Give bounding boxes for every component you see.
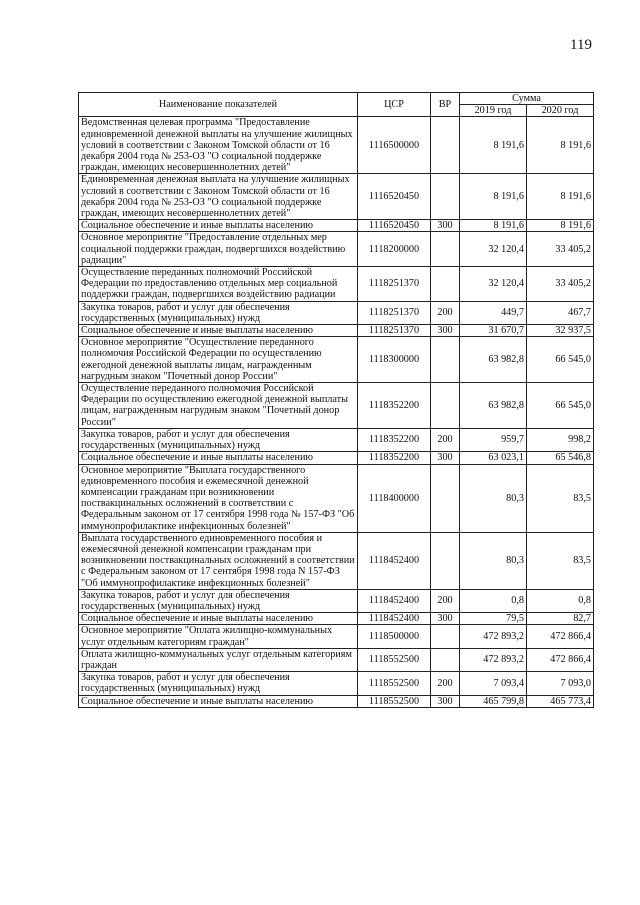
row-value-2019: 79,5 (460, 613, 527, 625)
row-vr: 200 (431, 672, 460, 695)
row-name: Ведомственная целевая программа "Предоставление единовременной денежной выплаты на улучшение жилищных условий в соответствии с Законом Томской области от 16 декабря 2004 года № 253-ОЗ "О социальной поддержке граждан, имеющих несовершеннолетних детей" (79, 117, 358, 174)
table-row (79, 383, 594, 429)
row-vr: 300 (431, 613, 460, 625)
table-header (79, 93, 594, 117)
table-row (79, 625, 594, 648)
row-name: Основное мероприятие "Оплата жилищно-коммунальных услуг отдельным категориям граждан" (79, 625, 358, 648)
row-csr: 1118552500 (358, 672, 431, 695)
row-name: Социальное обеспечение и иные выплаты населению (79, 695, 358, 707)
row-vr: 300 (431, 325, 460, 337)
row-value-2020: 8 191,6 (527, 117, 594, 174)
table-row (79, 337, 594, 383)
row-vr: 200 (431, 301, 460, 324)
row-value-2019: 449,7 (460, 301, 527, 324)
table-row (79, 452, 594, 464)
row-vr (431, 532, 460, 589)
row-value-2020: 8 191,6 (527, 174, 594, 220)
table-row (79, 117, 594, 174)
row-name: Осуществление переданного полномочия Российской Федерации по осуществлению ежегодной денежной выплаты лицам, награжденным нагрудным знаком "Почетный донор России" (79, 383, 358, 429)
row-csr: 1118552500 (358, 648, 431, 671)
table-row (79, 174, 594, 220)
row-vr (431, 117, 460, 174)
row-csr: 1118352200 (358, 383, 431, 429)
row-value-2019: 8 191,6 (460, 220, 527, 232)
row-csr: 1118352200 (358, 452, 431, 464)
table-row (79, 220, 594, 232)
row-name: Осуществление переданных полномочий Российской Федерации по предоставлению отдельных мер социальной поддержки граждан, подвергшихся воздействию радиации (79, 267, 358, 302)
row-vr (431, 648, 460, 671)
header-2020: 2020 год (527, 105, 594, 117)
row-name: Основное мероприятие "Выплата государственного единовременного пособия и ежемесячной денежной компенсации гражданам при возникновении поствакцинальных осложнений в соответствии с Федеральным законом от 17 сентября 1998 года № 157-ФЗ "Об иммунопрофилактике инфекционных болезней" (79, 464, 358, 532)
row-value-2020: 465 773,4 (527, 695, 594, 707)
table-row (79, 428, 594, 451)
row-value-2020: 7 093,0 (527, 672, 594, 695)
row-csr: 1118200000 (358, 232, 431, 267)
row-value-2020: 472 866,4 (527, 648, 594, 671)
row-value-2019: 465 799,8 (460, 695, 527, 707)
row-csr: 1118400000 (358, 464, 431, 532)
row-value-2019: 32 120,4 (460, 232, 527, 267)
row-csr: 1116520450 (358, 220, 431, 232)
row-vr (431, 625, 460, 648)
row-csr: 1118552500 (358, 695, 431, 707)
row-value-2020: 65 546,8 (527, 452, 594, 464)
row-name: Единовременная денежная выплата на улучшение жилищных условий в соответствии с Законом Томской области от 16 декабря 2004 года № 253-ОЗ "О социальной поддержке граждан, имеющих несовершеннолетних детей" (79, 174, 358, 220)
row-name: Закупка товаров, работ и услуг для обеспечения государственных (муниципальных) нужд (79, 672, 358, 695)
row-value-2019: 63 023,1 (460, 452, 527, 464)
row-value-2019: 31 670,7 (460, 325, 527, 337)
row-csr: 1118300000 (358, 337, 431, 383)
row-value-2019: 32 120,4 (460, 267, 527, 302)
row-name: Закупка товаров, работ и услуг для обеспечения государственных (муниципальных) нужд (79, 589, 358, 612)
table-row (79, 695, 594, 707)
table-row (79, 589, 594, 612)
header-2019: 2019 год (460, 105, 527, 117)
row-vr (431, 337, 460, 383)
table-row (79, 532, 594, 589)
row-csr: 1118251370 (358, 301, 431, 324)
row-csr: 1118452400 (358, 613, 431, 625)
row-value-2020: 0,8 (527, 589, 594, 612)
row-csr: 1116520450 (358, 174, 431, 220)
table-row (79, 325, 594, 337)
page-number: 119 (570, 37, 592, 53)
row-name: Основное мероприятие "Осуществление переданного полномочия Российской Федерации по осуществлению ежегодной денежной выплаты лицам, награжденным нагрудным знаком "Почетный донор России" (79, 337, 358, 383)
header-sum: Сумма (460, 93, 594, 105)
row-value-2020: 467,7 (527, 301, 594, 324)
table-row (79, 464, 594, 532)
row-value-2019: 0,8 (460, 589, 527, 612)
row-name: Основное мероприятие "Предоставление отдельных мер социальной поддержки граждан, подвергшихся воздействию радиации" (79, 232, 358, 267)
table-body (79, 117, 594, 707)
header-vr: ВР (431, 93, 460, 117)
row-vr: 300 (431, 220, 460, 232)
row-name: Оплата жилищно-коммунальных услуг отдельным категориям граждан (79, 648, 358, 671)
table-row (79, 613, 594, 625)
row-name: Социальное обеспечение и иные выплаты населению (79, 452, 358, 464)
row-vr (431, 464, 460, 532)
row-value-2020: 83,5 (527, 532, 594, 589)
row-name: Социальное обеспечение и иные выплаты населению (79, 613, 358, 625)
row-value-2020: 472 866,4 (527, 625, 594, 648)
row-name: Закупка товаров, работ и услуг для обеспечения государственных (муниципальных) нужд (79, 428, 358, 451)
table-row (79, 648, 594, 671)
row-value-2020: 66 545,0 (527, 337, 594, 383)
row-value-2019: 63 982,8 (460, 337, 527, 383)
row-value-2020: 8 191,6 (527, 220, 594, 232)
row-vr: 300 (431, 695, 460, 707)
row-value-2019: 8 191,6 (460, 117, 527, 174)
row-vr (431, 232, 460, 267)
row-vr (431, 174, 460, 220)
row-name: Социальное обеспечение и иные выплаты населению (79, 220, 358, 232)
row-name: Закупка товаров, работ и услуг для обеспечения государственных (муниципальных) нужд (79, 301, 358, 324)
table-row (79, 267, 594, 302)
row-vr: 200 (431, 428, 460, 451)
row-value-2019: 472 893,2 (460, 625, 527, 648)
row-value-2020: 33 405,2 (527, 232, 594, 267)
row-value-2019: 63 982,8 (460, 383, 527, 429)
row-csr: 1118452400 (358, 532, 431, 589)
row-csr: 1116500000 (358, 117, 431, 174)
row-value-2020: 32 937,5 (527, 325, 594, 337)
row-value-2020: 998,2 (527, 428, 594, 451)
row-value-2019: 80,3 (460, 464, 527, 532)
header-name: Наименование показателей (79, 93, 358, 117)
row-value-2020: 33 405,2 (527, 267, 594, 302)
row-csr: 1118251370 (358, 325, 431, 337)
table-row (79, 301, 594, 324)
row-csr: 1118500000 (358, 625, 431, 648)
budget-table (78, 92, 594, 708)
row-value-2019: 80,3 (460, 532, 527, 589)
row-value-2019: 8 191,6 (460, 174, 527, 220)
row-csr: 1118251370 (358, 267, 431, 302)
row-csr: 1118352200 (358, 428, 431, 451)
row-vr: 300 (431, 452, 460, 464)
row-value-2019: 959,7 (460, 428, 527, 451)
row-value-2019: 7 093,4 (460, 672, 527, 695)
row-name: Выплата государственного единовременного пособия и ежемесячной денежной компенсации гражданам при возникновении поствакцинальных осложнений в соответствии с Федеральным законом от 17 сентября 1998 года N 157-ФЗ "Об иммунопрофилактике инфекционных болезней" (79, 532, 358, 589)
row-vr: 200 (431, 589, 460, 612)
row-value-2019: 472 893,2 (460, 648, 527, 671)
row-value-2020: 66 545,0 (527, 383, 594, 429)
table-row (79, 232, 594, 267)
row-vr (431, 267, 460, 302)
row-value-2020: 82,7 (527, 613, 594, 625)
row-csr: 1118452400 (358, 589, 431, 612)
row-value-2020: 83,5 (527, 464, 594, 532)
header-csr: ЦСР (358, 93, 431, 117)
table-row (79, 672, 594, 695)
row-vr (431, 383, 460, 429)
row-name: Социальное обеспечение и иные выплаты населению (79, 325, 358, 337)
